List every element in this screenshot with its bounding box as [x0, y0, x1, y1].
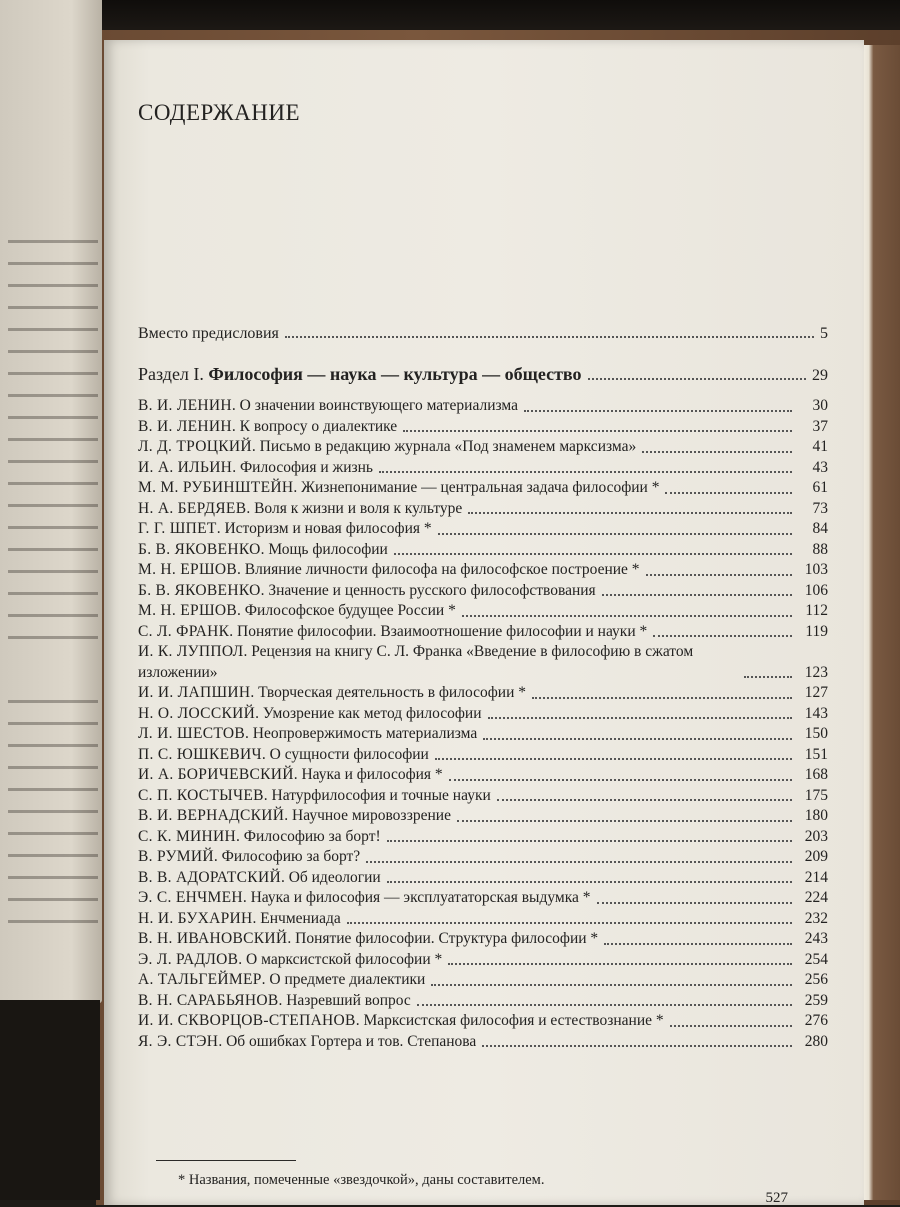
leader-dots: [524, 410, 792, 412]
toc-entry: [138, 437, 828, 458]
entry-page: 280: [804, 1032, 828, 1050]
entry-author: С. Л. ФРАНК: [138, 622, 230, 640]
toc-entry: [138, 601, 828, 622]
leader-dots: [488, 717, 793, 719]
section-title: Философия — наука — культура — общество: [208, 364, 582, 384]
leader-dots: [462, 615, 792, 617]
toc-entry: [138, 704, 828, 725]
toc-entry: [138, 868, 828, 889]
entry-text: [138, 478, 659, 499]
entry-title: . Рецензия на книгу С. Л. Франка «Введение в философию в сжатом изложении»: [138, 643, 694, 681]
entry-page: 209: [804, 848, 828, 865]
entry-title: . Жизнепонимание — центральная задача философии *: [293, 479, 660, 496]
table-of-contents: [138, 100, 828, 1188]
toc-entry: [138, 642, 828, 683]
leader-dots: [665, 492, 792, 494]
entry-author: М. Н. ЕРШОВ: [138, 602, 238, 619]
entry-text: [138, 704, 482, 725]
leader-dots: [482, 1045, 792, 1047]
toc-entry: [138, 560, 828, 581]
entry-title: . Понятие философии. Взаимоотношение философии и науки *: [229, 622, 648, 640]
toc-entry: [138, 786, 828, 807]
entry-author: И. И. ЛАПШИН: [138, 684, 251, 701]
entry-title: . Значение и ценность русского философствования: [260, 581, 596, 599]
toc-entry: [138, 929, 828, 950]
book-page: [104, 40, 864, 1205]
leader-dots: [642, 451, 792, 453]
entry-title: . Назревший вопрос: [278, 991, 411, 1009]
entry-author: Э. С. ЕНЧМЕН: [138, 889, 243, 906]
entry-text: [138, 745, 429, 766]
toc-entry: [138, 888, 828, 909]
footnote: * Названия, помеченные «звездочкой», даны составителем.: [178, 1172, 545, 1188]
entry-author: И. К. ЛУППОЛ: [138, 643, 244, 660]
leader-dots: [387, 881, 792, 883]
entry-author: И. А. ИЛЬИН: [138, 458, 233, 476]
entry-title: . Творческая деятельность в философии *: [250, 684, 526, 701]
entry-title: . К вопросу о диалектике: [231, 417, 398, 435]
leader-dots: [744, 676, 792, 678]
entry-text: [138, 683, 526, 704]
entry-page: 254: [804, 950, 828, 968]
entry-title: . Наука и философия — эксплуататорская выдумка *: [242, 889, 591, 906]
entry-author: В. В. АДОРАТСКИЙ: [138, 868, 281, 886]
entry-title: . О марксистской философии *: [238, 950, 443, 968]
entry-title: . Научное мировоззрение: [284, 807, 451, 824]
entry-text: [138, 642, 738, 683]
leader-dots: [387, 840, 792, 842]
leader-dots: [468, 512, 792, 514]
entry-text: [138, 909, 341, 930]
toc-section-heading: [138, 364, 828, 385]
entry-text: [138, 765, 443, 786]
entry-page: 84: [812, 520, 828, 537]
entry-author: И. А. БОРИЧЕВСКИЙ: [138, 766, 294, 783]
entry-author: М. Н. ЕРШОВ: [138, 561, 238, 578]
toc-entry: [138, 745, 828, 766]
entry-page: 112: [805, 602, 828, 619]
entry-page: 61: [812, 479, 828, 496]
leader-dots: [604, 943, 792, 945]
leader-dots: [449, 779, 792, 781]
entry-page: 88: [812, 540, 828, 558]
toc-entry: [138, 909, 828, 930]
entry-page: 73: [812, 499, 828, 517]
entry-author: В. РУМИЙ: [138, 848, 214, 865]
entry-title: . Философию за борт!: [236, 827, 381, 845]
entry-text: [138, 396, 518, 417]
entry-page: 106: [804, 581, 828, 599]
entry-page: 214: [804, 868, 828, 886]
entry-author: П. С. ЮШКЕВИЧ: [138, 745, 262, 763]
toc-entry: [138, 478, 828, 499]
entry-author: И. И. СКВОРЦОВ-СТЕПАНОВ: [138, 1012, 356, 1029]
entry-page: 259: [804, 991, 828, 1009]
entry-title: . Натурфилософия и точные науки: [263, 786, 491, 804]
entry-title: . Понятие философии. Структура философии *: [287, 930, 599, 947]
entry-title: . Философское будущее России *: [237, 602, 456, 619]
leader-dots: [435, 758, 792, 760]
leader-dots: [646, 574, 792, 576]
entry-author: С. П. КОСТЫЧЕВ: [138, 786, 264, 804]
entry-title: . Письмо в редакцию журнала «Под знаменем марксизма»: [251, 438, 637, 455]
leader-dots: [588, 378, 806, 380]
section-page: 29: [812, 367, 828, 384]
entry-author: Б. В. ЯКОВЕНКО: [138, 581, 261, 599]
entry-page: 119: [805, 622, 828, 640]
entry-text: [138, 581, 596, 602]
entry-text: [138, 827, 381, 848]
entry-title: . Философию за борт?: [213, 848, 361, 865]
entry-page: 43: [812, 458, 828, 476]
entry-text: [138, 786, 491, 807]
entry-title: . Об ошибках Гортера и тов. Степанова: [218, 1032, 477, 1050]
toc-entry: [138, 847, 828, 868]
entry-page: 37: [812, 417, 828, 435]
entry-text: [138, 458, 373, 479]
entry-author: Б. В. ЯКОВЕНКО: [138, 540, 261, 558]
footnote-rule: [156, 1160, 296, 1161]
entry-page: 150: [804, 725, 828, 742]
entry-text: [138, 417, 397, 438]
previous-page: [0, 0, 102, 1010]
entry-author: Н. О. ЛОССКИЙ: [138, 704, 256, 722]
toc-entry: [138, 827, 828, 848]
entry-page: 168: [804, 766, 828, 783]
leader-dots: [394, 553, 792, 555]
entry-author: Г. Г. ШПЕТ: [138, 520, 217, 537]
leader-dots: [438, 533, 792, 535]
toc-entry: [138, 806, 828, 827]
entry-author: Я. Э. СТЭН: [138, 1032, 219, 1050]
toc-entry: [138, 950, 828, 971]
toc-entry: [138, 970, 828, 991]
entry-page: 41: [812, 438, 828, 455]
toc-entry: [138, 622, 828, 643]
leader-dots: [497, 799, 792, 801]
entry-text: [138, 519, 432, 540]
entry-text: [138, 499, 462, 520]
entry-title: . Наука и философия *: [293, 766, 443, 783]
entry-page: 151: [804, 745, 828, 763]
leader-dots: [285, 336, 814, 338]
entry-title: . Историзм и новая философия *: [216, 520, 432, 537]
entry-author: М. М. РУБИНШТЕЙН: [138, 479, 294, 496]
toc-entry: [138, 1011, 828, 1032]
leader-dots: [457, 820, 792, 822]
toc-entry: [138, 1032, 828, 1053]
entry-text: [138, 437, 636, 458]
shadow-area: [0, 1000, 100, 1200]
leader-dots: [670, 1025, 792, 1027]
entry-text: [138, 950, 442, 971]
entry-author: Н. И. БУХАРИН: [138, 909, 253, 927]
entry-text: [138, 560, 640, 581]
preface-title: Вместо предисловия: [138, 325, 279, 342]
entry-text: [138, 540, 388, 561]
entry-text: [138, 929, 598, 950]
toc-entry: [138, 417, 828, 438]
entry-page: 180: [804, 807, 828, 824]
leader-dots: [653, 635, 792, 637]
entry-title: . О сущности философии: [261, 745, 429, 763]
entry-page: 103: [804, 561, 828, 578]
leader-dots: [602, 594, 792, 596]
toc-entry: [138, 581, 828, 602]
entry-title: . Марксистская философия и естествознание *: [355, 1012, 664, 1029]
entry-page: 203: [804, 827, 828, 845]
leader-dots: [431, 984, 792, 986]
entry-page: 232: [804, 909, 828, 927]
entry-page: 143: [804, 704, 828, 722]
entry-author: В. Н. САРАБЬЯНОВ: [138, 991, 279, 1009]
toc-entries: [138, 396, 828, 1052]
entry-page: 175: [804, 786, 828, 804]
entry-text: [138, 991, 411, 1012]
entry-page: 123: [804, 663, 828, 681]
entry-author: С. К. МИНИН: [138, 827, 237, 845]
entry-author: В. И. ЛЕНИН: [138, 397, 232, 414]
entry-author: А. ТАЛЬГЕЙМЕР: [138, 971, 262, 988]
entry-author: Э. Л. РАДЛОВ: [138, 950, 239, 968]
entry-text: [138, 724, 477, 745]
toc-entry: [138, 765, 828, 786]
entry-text: [138, 888, 591, 909]
preface-page: 5: [820, 325, 828, 342]
entry-text: [138, 847, 360, 868]
entry-title: . О значении воинствующего материализма: [231, 397, 518, 414]
entry-author: Л. Д. ТРОЦКИЙ: [138, 438, 252, 455]
entry-page: 30: [812, 397, 828, 414]
toc-preface: [138, 325, 828, 343]
entry-author: В. И. ВЕРНАДСКИЙ: [138, 807, 285, 824]
leader-dots: [448, 963, 792, 965]
entry-author: В. И. ЛЕНИН: [138, 417, 232, 435]
section-label: [138, 364, 582, 385]
entry-text: [138, 622, 647, 643]
leader-dots: [403, 430, 792, 432]
entry-title: . Философия и жизнь: [232, 458, 373, 476]
entry-text: [138, 970, 425, 991]
entry-text: [138, 806, 451, 827]
entry-text: [138, 868, 381, 889]
entry-title: . Влияние личности философа на философское построение *: [237, 561, 640, 578]
entry-text: [138, 1011, 664, 1032]
entry-title: . Мощь философии: [260, 540, 388, 558]
entry-page: 224: [804, 889, 828, 906]
toc-entry: [138, 724, 828, 745]
page-number: 527: [765, 1190, 788, 1206]
leader-dots: [366, 861, 792, 863]
entry-title: . Воля к жизни и воля к культуре: [246, 499, 463, 517]
entry-text: [138, 601, 456, 622]
leader-dots: [483, 738, 792, 740]
entry-author: Н. А. БЕРДЯЕВ: [138, 499, 247, 517]
toc-entry: [138, 519, 828, 540]
leader-dots: [532, 697, 792, 699]
section-prefix: Раздел I.: [138, 364, 209, 384]
page-edges: [862, 45, 900, 1200]
page-title: СОДЕРЖАНИЕ: [138, 100, 301, 125]
leader-dots: [597, 902, 793, 904]
entry-author: Л. И. ШЕСТОВ: [138, 725, 246, 742]
entry-author: В. Н. ИВАНОВСКИЙ: [138, 930, 288, 947]
toc-entry: [138, 396, 828, 417]
entry-title: . Неопровержимость материализма: [245, 725, 478, 742]
entry-title: . Об идеологии: [280, 868, 381, 886]
toc-entry: [138, 540, 828, 561]
entry-page: 243: [804, 930, 828, 947]
toc-entry: [138, 458, 828, 479]
entry-title: . Умозрение как метод философии: [255, 704, 482, 722]
toc-entry: [138, 499, 828, 520]
leader-dots: [379, 471, 792, 473]
entry-page: 276: [804, 1012, 828, 1029]
toc-entry: [138, 991, 828, 1012]
leader-dots: [347, 922, 792, 924]
entry-title: . Енчмениада: [252, 909, 341, 927]
entry-title: . О предмете диалектики: [261, 971, 426, 988]
toc-entry: [138, 683, 828, 704]
leader-dots: [417, 1004, 792, 1006]
entry-page: 256: [804, 971, 828, 988]
entry-text: [138, 1032, 476, 1053]
entry-page: 127: [804, 684, 828, 701]
